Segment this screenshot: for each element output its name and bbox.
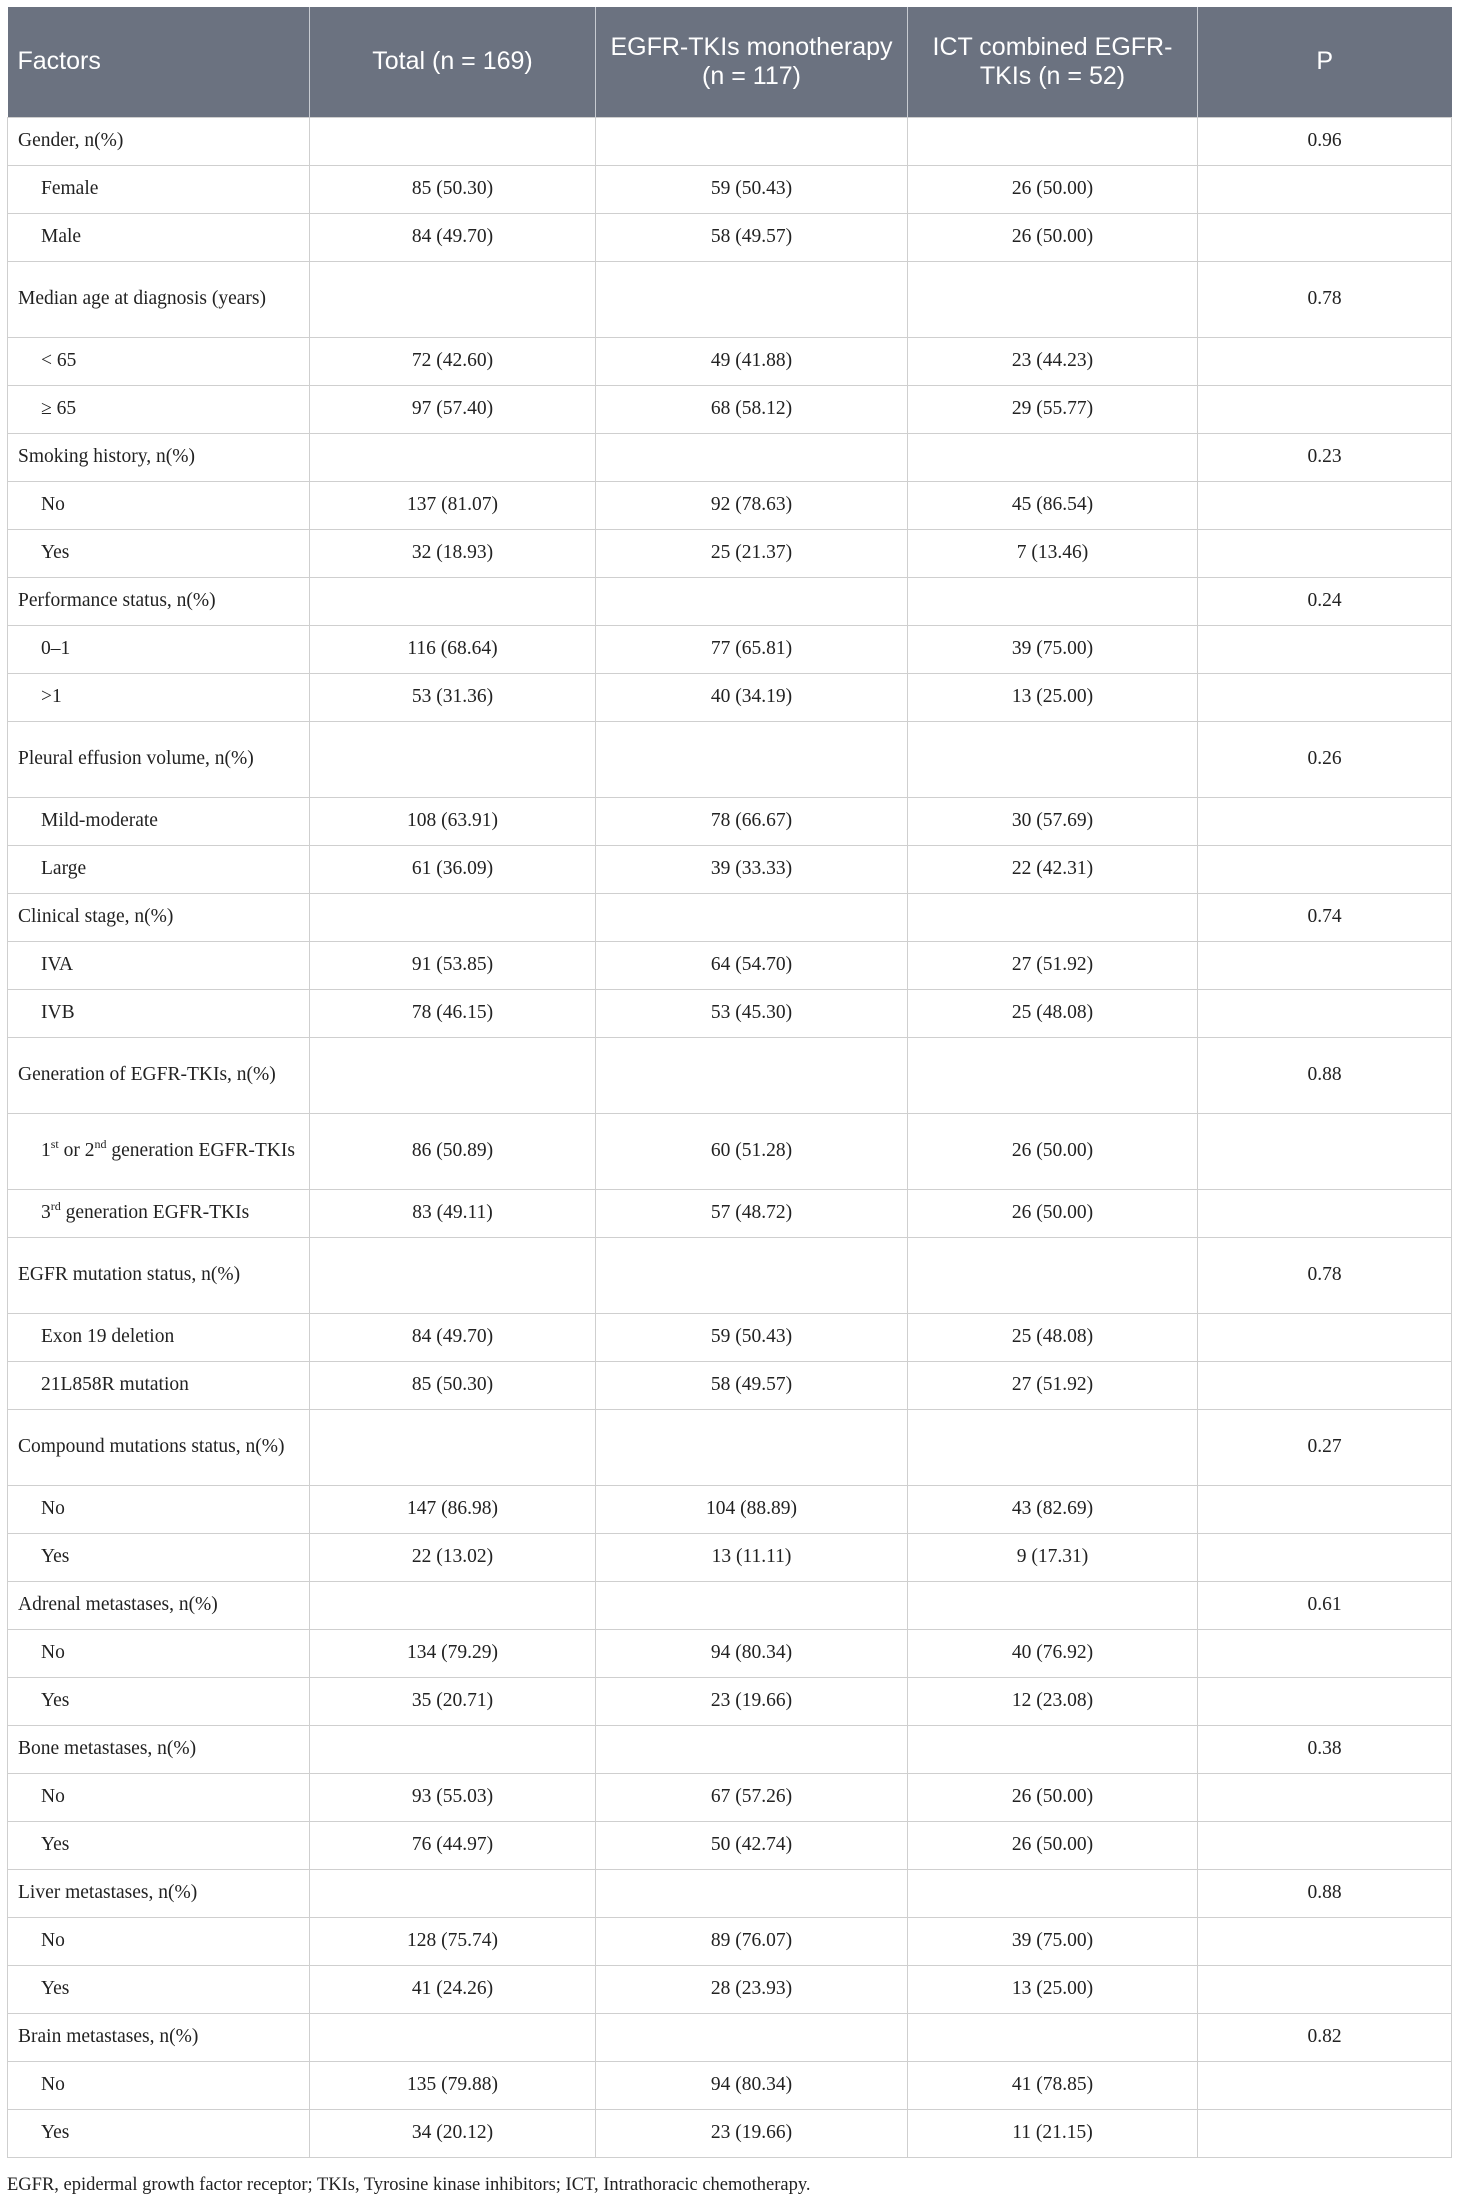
total-cell: 134 (79.29) — [310, 1629, 596, 1677]
monotherapy-cell: 94 (80.34) — [596, 1629, 908, 1677]
ict-combined-cell: 7 (13.46) — [908, 529, 1198, 577]
total-cell: 91 (53.85) — [310, 941, 596, 989]
subcategory-label: Exon 19 deletion — [8, 1313, 310, 1361]
total-cell — [310, 721, 596, 797]
p-value-cell — [1198, 1677, 1452, 1725]
total-cell: 93 (55.03) — [310, 1773, 596, 1821]
p-value-cell — [1198, 1361, 1452, 1409]
p-value-cell — [1198, 1917, 1452, 1965]
total-cell — [310, 2013, 596, 2061]
total-cell: 22 (13.02) — [310, 1533, 596, 1581]
total-cell: 41 (24.26) — [310, 1965, 596, 2013]
subcategory-label: IVB — [8, 989, 310, 1037]
ict-combined-cell: 26 (50.00) — [908, 1113, 1198, 1189]
table-row — [8, 989, 1452, 1037]
total-cell — [310, 261, 596, 337]
factor-label: EGFR mutation status, n(%) — [8, 1237, 310, 1313]
p-value-cell: 0.74 — [1198, 893, 1452, 941]
monotherapy-cell: 60 (51.28) — [596, 1113, 908, 1189]
table-footnote: EGFR, epidermal growth factor receptor; TKIs, Tyrosine kinase inhibitors; ICT, Intrathoracic chemotherapy. — [7, 2175, 811, 2195]
total-cell: 76 (44.97) — [310, 1821, 596, 1869]
ordinal-suffix: rd — [50, 1199, 61, 1213]
header-egfr-tkis-monotherapy: EGFR-TKIs monotherapy (n = 117) — [596, 7, 908, 117]
monotherapy-cell: 64 (54.70) — [596, 941, 908, 989]
monotherapy-cell — [596, 1409, 908, 1485]
monotherapy-cell: 77 (65.81) — [596, 625, 908, 673]
p-value-cell — [1198, 673, 1452, 721]
table-row — [8, 1965, 1452, 2013]
p-value-cell — [1198, 165, 1452, 213]
p-value-cell — [1198, 481, 1452, 529]
monotherapy-cell: 58 (49.57) — [596, 1361, 908, 1409]
p-value-cell — [1198, 797, 1452, 845]
table-group-row — [8, 1725, 1452, 1773]
ict-combined-cell: 29 (55.77) — [908, 385, 1198, 433]
ict-combined-cell — [908, 1037, 1198, 1113]
total-cell: 108 (63.91) — [310, 797, 596, 845]
ict-combined-cell: 41 (78.85) — [908, 2061, 1198, 2109]
total-cell: 135 (79.88) — [310, 2061, 596, 2109]
p-value-cell — [1198, 1965, 1452, 2013]
total-cell — [310, 577, 596, 625]
baseline-characteristics-table — [7, 7, 1452, 2158]
monotherapy-cell — [596, 893, 908, 941]
table-group-row — [8, 1237, 1452, 1313]
total-cell — [310, 1869, 596, 1917]
monotherapy-cell: 40 (34.19) — [596, 673, 908, 721]
subcategory-label: No — [8, 1629, 310, 1677]
p-value-cell — [1198, 2061, 1452, 2109]
monotherapy-cell: 104 (88.89) — [596, 1485, 908, 1533]
p-value-cell — [1198, 385, 1452, 433]
ict-combined-cell: 45 (86.54) — [908, 481, 1198, 529]
ict-combined-cell — [908, 1237, 1198, 1313]
ict-combined-cell: 27 (51.92) — [908, 941, 1198, 989]
table-group-row — [8, 1869, 1452, 1917]
monotherapy-cell: 58 (49.57) — [596, 213, 908, 261]
ordinal-suffix: nd — [94, 1137, 107, 1151]
subcategory-label: 21L858R mutation — [8, 1361, 310, 1409]
table-group-row — [8, 2013, 1452, 2061]
p-value-cell: 0.26 — [1198, 721, 1452, 797]
table-row — [8, 337, 1452, 385]
subcategory-label: Male — [8, 213, 310, 261]
ict-combined-cell: 23 (44.23) — [908, 337, 1198, 385]
table-group-row — [8, 577, 1452, 625]
factor-label: Gender, n(%) — [8, 117, 310, 165]
table-row — [8, 213, 1452, 261]
ict-combined-cell: 39 (75.00) — [908, 1917, 1198, 1965]
total-cell: 116 (68.64) — [310, 625, 596, 673]
subcategory-label: 0–1 — [8, 625, 310, 673]
table-body — [8, 117, 1452, 2157]
total-cell — [310, 893, 596, 941]
table-row — [8, 1361, 1452, 1409]
ict-combined-cell — [908, 117, 1198, 165]
table-row — [8, 1113, 1452, 1189]
header-ict-combined: ICT combined EGFR-TKIs (n = 52) — [908, 7, 1198, 117]
ict-combined-cell: 9 (17.31) — [908, 1533, 1198, 1581]
subcategory-label: IVA — [8, 941, 310, 989]
p-value-cell — [1198, 1485, 1452, 1533]
total-cell: 72 (42.60) — [310, 337, 596, 385]
p-value-cell: 0.27 — [1198, 1409, 1452, 1485]
p-value-cell — [1198, 529, 1452, 577]
p-value-cell: 0.61 — [1198, 1581, 1452, 1629]
monotherapy-cell: 39 (33.33) — [596, 845, 908, 893]
subcategory-label: 3rd generation EGFR-TKIs — [8, 1189, 310, 1237]
factor-label: Bone metastases, n(%) — [8, 1725, 310, 1773]
ict-combined-cell: 26 (50.00) — [908, 165, 1198, 213]
p-value-cell — [1198, 1533, 1452, 1581]
monotherapy-cell: 78 (66.67) — [596, 797, 908, 845]
subcategory-label: ≥ 65 — [8, 385, 310, 433]
total-cell: 85 (50.30) — [310, 165, 596, 213]
monotherapy-cell: 28 (23.93) — [596, 1965, 908, 2013]
table-row — [8, 165, 1452, 213]
total-cell — [310, 1581, 596, 1629]
p-value-cell: 0.24 — [1198, 577, 1452, 625]
table-row — [8, 2061, 1452, 2109]
total-cell: 128 (75.74) — [310, 1917, 596, 1965]
ict-combined-cell — [908, 1581, 1198, 1629]
ict-combined-cell: 26 (50.00) — [908, 1773, 1198, 1821]
total-cell: 84 (49.70) — [310, 1313, 596, 1361]
ict-combined-cell: 11 (21.15) — [908, 2109, 1198, 2157]
table-row — [8, 673, 1452, 721]
table-row — [8, 797, 1452, 845]
monotherapy-cell: 49 (41.88) — [596, 337, 908, 385]
p-value-cell — [1198, 1189, 1452, 1237]
header-factors: Factors — [8, 7, 310, 117]
total-cell: 85 (50.30) — [310, 1361, 596, 1409]
factor-label: Clinical stage, n(%) — [8, 893, 310, 941]
monotherapy-cell: 23 (19.66) — [596, 2109, 908, 2157]
monotherapy-cell: 50 (42.74) — [596, 1821, 908, 1869]
ict-combined-cell: 12 (23.08) — [908, 1677, 1198, 1725]
table-group-row — [8, 1037, 1452, 1113]
factor-label: Brain metastases, n(%) — [8, 2013, 310, 2061]
monotherapy-cell: 92 (78.63) — [596, 481, 908, 529]
table-row — [8, 845, 1452, 893]
p-value-cell — [1198, 1113, 1452, 1189]
monotherapy-cell: 13 (11.11) — [596, 1533, 908, 1581]
total-cell — [310, 117, 596, 165]
ict-combined-cell — [908, 1725, 1198, 1773]
monotherapy-cell: 23 (19.66) — [596, 1677, 908, 1725]
total-cell: 137 (81.07) — [310, 481, 596, 529]
monotherapy-cell: 94 (80.34) — [596, 2061, 908, 2109]
factor-label: Adrenal metastases, n(%) — [8, 1581, 310, 1629]
subcategory-label: Yes — [8, 2109, 310, 2157]
monotherapy-cell — [596, 1037, 908, 1113]
ict-combined-cell: 27 (51.92) — [908, 1361, 1198, 1409]
table-row — [8, 1821, 1452, 1869]
p-value-cell — [1198, 337, 1452, 385]
table-row — [8, 1677, 1452, 1725]
monotherapy-cell — [596, 1725, 908, 1773]
monotherapy-cell: 89 (76.07) — [596, 1917, 908, 1965]
table-group-row — [8, 721, 1452, 797]
table-row — [8, 1773, 1452, 1821]
ict-combined-cell — [908, 577, 1198, 625]
table-row — [8, 385, 1452, 433]
subcategory-label: No — [8, 1917, 310, 1965]
subcategory-label: Yes — [8, 1533, 310, 1581]
table-row — [8, 1189, 1452, 1237]
monotherapy-cell: 67 (57.26) — [596, 1773, 908, 1821]
factor-label: Compound mutations status, n(%) — [8, 1409, 310, 1485]
ordinal-suffix: st — [50, 1137, 59, 1151]
table-row — [8, 1485, 1452, 1533]
total-cell: 97 (57.40) — [310, 385, 596, 433]
total-cell: 35 (20.71) — [310, 1677, 596, 1725]
table-row — [8, 1313, 1452, 1361]
ict-combined-cell — [908, 433, 1198, 481]
ict-combined-cell: 25 (48.08) — [908, 1313, 1198, 1361]
monotherapy-cell — [596, 433, 908, 481]
total-cell — [310, 433, 596, 481]
ict-combined-cell: 30 (57.69) — [908, 797, 1198, 845]
subcategory-label: < 65 — [8, 337, 310, 385]
subcategory-label: Female — [8, 165, 310, 213]
total-cell — [310, 1725, 596, 1773]
ict-combined-cell: 22 (42.31) — [908, 845, 1198, 893]
total-cell: 61 (36.09) — [310, 845, 596, 893]
p-value-cell — [1198, 1629, 1452, 1677]
p-value-cell — [1198, 1773, 1452, 1821]
ict-combined-cell: 26 (50.00) — [908, 213, 1198, 261]
ict-combined-cell: 13 (25.00) — [908, 673, 1198, 721]
monotherapy-cell: 68 (58.12) — [596, 385, 908, 433]
ict-combined-cell: 26 (50.00) — [908, 1821, 1198, 1869]
total-cell: 53 (31.36) — [310, 673, 596, 721]
header-total: Total (n = 169) — [310, 7, 596, 117]
table-row — [8, 2109, 1452, 2157]
subcategory-label: Yes — [8, 1821, 310, 1869]
p-value-cell: 0.23 — [1198, 433, 1452, 481]
table-row — [8, 1533, 1452, 1581]
monotherapy-cell: 53 (45.30) — [596, 989, 908, 1037]
p-value-cell — [1198, 1821, 1452, 1869]
table-header — [8, 7, 1452, 117]
ict-combined-cell: 25 (48.08) — [908, 989, 1198, 1037]
subcategory-label: No — [8, 481, 310, 529]
table-group-row — [8, 117, 1452, 165]
p-value-cell: 0.88 — [1198, 1037, 1452, 1113]
monotherapy-cell — [596, 721, 908, 797]
monotherapy-cell — [596, 2013, 908, 2061]
monotherapy-cell: 25 (21.37) — [596, 529, 908, 577]
total-cell — [310, 1237, 596, 1313]
monotherapy-cell — [596, 261, 908, 337]
subcategory-label: Mild-moderate — [8, 797, 310, 845]
ict-combined-cell — [908, 721, 1198, 797]
subcategory-label: Yes — [8, 1965, 310, 2013]
ict-combined-cell — [908, 1409, 1198, 1485]
total-cell — [310, 1409, 596, 1485]
p-value-cell — [1198, 845, 1452, 893]
monotherapy-cell: 59 (50.43) — [596, 1313, 908, 1361]
ict-combined-cell — [908, 893, 1198, 941]
subcategory-label: Yes — [8, 529, 310, 577]
header-p-value: P — [1198, 7, 1452, 117]
monotherapy-cell — [596, 577, 908, 625]
subcategory-label: 1st or 2nd generation EGFR-TKIs — [8, 1113, 310, 1189]
subcategory-label: Yes — [8, 1677, 310, 1725]
ict-combined-cell: 39 (75.00) — [908, 625, 1198, 673]
subcategory-label: No — [8, 2061, 310, 2109]
p-value-cell: 0.82 — [1198, 2013, 1452, 2061]
table-group-row — [8, 893, 1452, 941]
table-row — [8, 941, 1452, 989]
total-cell: 78 (46.15) — [310, 989, 596, 1037]
monotherapy-cell — [596, 1581, 908, 1629]
factor-label: Generation of EGFR-TKIs, n(%) — [8, 1037, 310, 1113]
factor-label: Pleural effusion volume, n(%) — [8, 721, 310, 797]
table-group-row — [8, 1581, 1452, 1629]
p-value-cell: 0.88 — [1198, 1869, 1452, 1917]
factor-label: Performance status, n(%) — [8, 577, 310, 625]
total-cell: 147 (86.98) — [310, 1485, 596, 1533]
monotherapy-cell — [596, 117, 908, 165]
ict-combined-cell: 40 (76.92) — [908, 1629, 1198, 1677]
monotherapy-cell — [596, 1237, 908, 1313]
table-container — [7, 7, 1451, 2158]
ict-combined-cell — [908, 2013, 1198, 2061]
table-row — [8, 625, 1452, 673]
subcategory-label: >1 — [8, 673, 310, 721]
total-cell — [310, 1037, 596, 1113]
table-row — [8, 1629, 1452, 1677]
subcategory-label: No — [8, 1773, 310, 1821]
ict-combined-cell — [908, 1869, 1198, 1917]
subcategory-label: Large — [8, 845, 310, 893]
total-cell: 86 (50.89) — [310, 1113, 596, 1189]
p-value-cell — [1198, 213, 1452, 261]
p-value-cell: 0.38 — [1198, 1725, 1452, 1773]
factor-label: Smoking history, n(%) — [8, 433, 310, 481]
p-value-cell — [1198, 625, 1452, 673]
table-group-row — [8, 261, 1452, 337]
p-value-cell — [1198, 2109, 1452, 2157]
total-cell: 84 (49.70) — [310, 213, 596, 261]
table-group-row — [8, 433, 1452, 481]
p-value-cell: 0.78 — [1198, 261, 1452, 337]
total-cell: 32 (18.93) — [310, 529, 596, 577]
ict-combined-cell: 13 (25.00) — [908, 1965, 1198, 2013]
p-value-cell — [1198, 989, 1452, 1037]
table-row — [8, 529, 1452, 577]
header-row — [8, 7, 1452, 117]
p-value-cell: 0.96 — [1198, 117, 1452, 165]
total-cell: 34 (20.12) — [310, 2109, 596, 2157]
factor-label: Median age at diagnosis (years) — [8, 261, 310, 337]
p-value-cell: 0.78 — [1198, 1237, 1452, 1313]
ict-combined-cell — [908, 261, 1198, 337]
subcategory-label: No — [8, 1485, 310, 1533]
total-cell: 83 (49.11) — [310, 1189, 596, 1237]
ict-combined-cell: 43 (82.69) — [908, 1485, 1198, 1533]
table-row — [8, 481, 1452, 529]
table-row — [8, 1917, 1452, 1965]
p-value-cell — [1198, 941, 1452, 989]
monotherapy-cell — [596, 1869, 908, 1917]
monotherapy-cell: 57 (48.72) — [596, 1189, 908, 1237]
factor-label: Liver metastases, n(%) — [8, 1869, 310, 1917]
table-group-row — [8, 1409, 1452, 1485]
monotherapy-cell: 59 (50.43) — [596, 165, 908, 213]
p-value-cell — [1198, 1313, 1452, 1361]
ict-combined-cell: 26 (50.00) — [908, 1189, 1198, 1237]
